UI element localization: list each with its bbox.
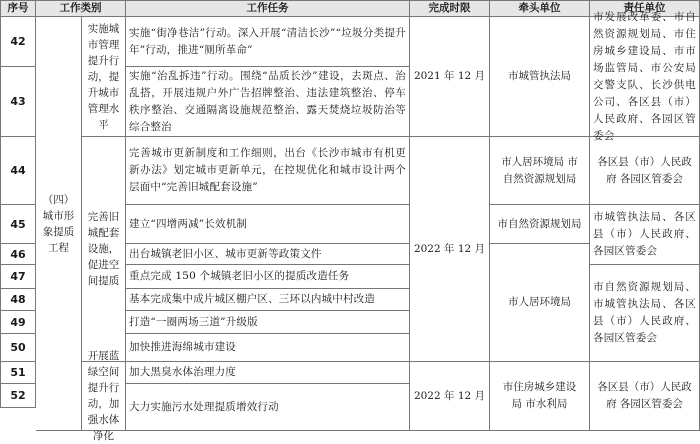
task-text: 加大黑臭水体治理力度 bbox=[129, 366, 236, 378]
task-text: 实施“街净巷洁”行动。深入开展“清洁长沙”“垃圾分类提升年”行动，推进“厕所革命” bbox=[129, 26, 406, 56]
row-number: 44 bbox=[0, 137, 36, 205]
task-text: 完善城市更新制度和工作细则，出台《长沙市城市有机更新办法》划定城市更新单元，在控规优化和城市设计两个层面中“完善旧城配套设施” bbox=[129, 147, 406, 193]
task-text: 建立“四增两减”长效机制 bbox=[129, 217, 248, 230]
task-text: 出台城镇老旧小区、城市更新等政策文件 bbox=[129, 247, 322, 260]
task-cell bbox=[126, 205, 410, 244]
responsible-unit-text: 各区县（市）人民政府 各园区管委会 bbox=[597, 155, 692, 185]
task-cell bbox=[126, 67, 410, 137]
row-number: 43 bbox=[0, 67, 36, 137]
deadline-text: 2022 年 12 月 bbox=[413, 242, 486, 255]
row-number: 46 bbox=[0, 244, 36, 265]
task-cell bbox=[126, 311, 410, 334]
lead-unit-text: 市住房城乡建设局 市水利局 bbox=[502, 381, 577, 410]
row-number: 47 bbox=[0, 265, 36, 289]
header-deadline: 完成时限 bbox=[410, 0, 490, 17]
row-number: 45 bbox=[0, 205, 36, 244]
subcategory-text: 实施城市管理提升行动，提升城市管理水平 bbox=[87, 22, 120, 131]
task-cell bbox=[126, 289, 410, 311]
task-cell bbox=[126, 137, 410, 205]
task-text: 基本完成集中成片城区棚户区、三环以内城中村改造 bbox=[129, 293, 376, 305]
subcategory-city-management bbox=[82, 17, 126, 137]
deadline-text: 2021 年 12 月 bbox=[413, 70, 486, 82]
row-number: 52 bbox=[0, 384, 36, 408]
responsible-unit-cell bbox=[590, 205, 700, 265]
main-category bbox=[36, 17, 82, 431]
row-number: 48 bbox=[0, 289, 36, 311]
task-text: 加快推进海绵城市建设 bbox=[129, 341, 236, 353]
deadline-text: 2022 年 12 月 bbox=[413, 389, 486, 402]
task-text: 实施“治乱拆违”行动。围绕“品质长沙”建设，去斑点、治乱搭，开展违规户外广告招牌整治、违法建筑整治、停车秩序整治、交通隔离设施规范整治、露天焚烧垃圾防治等综合整治 bbox=[129, 69, 406, 133]
deadline-cell bbox=[410, 137, 490, 362]
lead-unit-text: 市人居环境局 bbox=[508, 296, 571, 308]
responsible-unit-text: 市发展改革委、市自然资源规划局、市住房城乡建设局、市市场监管局、市公安局交警支队、长沙供电公司、各区县（市）人民政府、各园区管委会 bbox=[593, 10, 696, 142]
responsible-unit-cell bbox=[590, 137, 700, 205]
task-cell bbox=[126, 334, 410, 362]
lead-unit-cell bbox=[490, 244, 590, 362]
header-category: 工作类别 bbox=[36, 0, 126, 17]
task-text: 重点完成 150 个城镇老旧小区的提质改造任务 bbox=[129, 270, 350, 282]
header-no: 序号 bbox=[0, 0, 36, 17]
responsible-unit-cell bbox=[590, 362, 700, 431]
row-number: 50 bbox=[0, 334, 36, 362]
deadline-cell bbox=[410, 17, 490, 137]
header-task: 工作任务 bbox=[126, 0, 410, 17]
row-number: 49 bbox=[0, 311, 36, 334]
lead-unit-cell bbox=[490, 362, 590, 431]
task-cell bbox=[126, 244, 410, 265]
responsible-unit-text: 各区县（市）人民政府 各园区管委会 bbox=[597, 381, 692, 410]
task-text: 打造“一圈两场三道”升级版 bbox=[129, 315, 258, 328]
responsible-unit-cell bbox=[590, 10, 700, 142]
lead-unit-cell bbox=[490, 137, 590, 205]
lead-unit-text: 市人居环境局 市自然资源规划局 bbox=[501, 155, 578, 185]
lead-unit-cell bbox=[490, 205, 590, 244]
task-cell bbox=[126, 384, 410, 431]
task-cell bbox=[126, 17, 410, 67]
task-text: 大力实施污水处理提质增效行动 bbox=[129, 400, 279, 413]
subcategory-old-city bbox=[82, 137, 126, 362]
deadline-cell bbox=[410, 362, 490, 431]
subcategory-text: 完善旧城配套设施，促进空间提质 bbox=[87, 211, 120, 287]
row-number: 42 bbox=[0, 17, 36, 67]
responsible-unit-text: 市城管执法局、各区县（市）人民政府、各园区管委会 bbox=[593, 211, 696, 257]
task-cell bbox=[126, 362, 410, 384]
subcategory-blue-green bbox=[82, 350, 126, 442]
lead-unit-cell bbox=[490, 17, 590, 137]
responsible-unit-cell bbox=[590, 265, 700, 362]
row-number: 51 bbox=[0, 362, 36, 384]
lead-unit-text: 市自然资源规划局 bbox=[497, 217, 582, 230]
main-category-text: （四）城市形象提质工程 bbox=[42, 193, 75, 254]
header-lead-unit: 牵头单位 bbox=[490, 0, 590, 17]
header-responsible-unit: 责任单位 bbox=[590, 0, 700, 17]
task-cell bbox=[126, 265, 410, 289]
subcategory-text: 开展蓝绿空间提升行动，加强水体净化 bbox=[87, 350, 120, 442]
lead-unit-text: 市城管执法局 bbox=[508, 70, 571, 82]
responsible-unit-text: 市自然资源规划局、市城管执法局、各区县（市）人民政府、各园区管委会 bbox=[593, 281, 696, 344]
